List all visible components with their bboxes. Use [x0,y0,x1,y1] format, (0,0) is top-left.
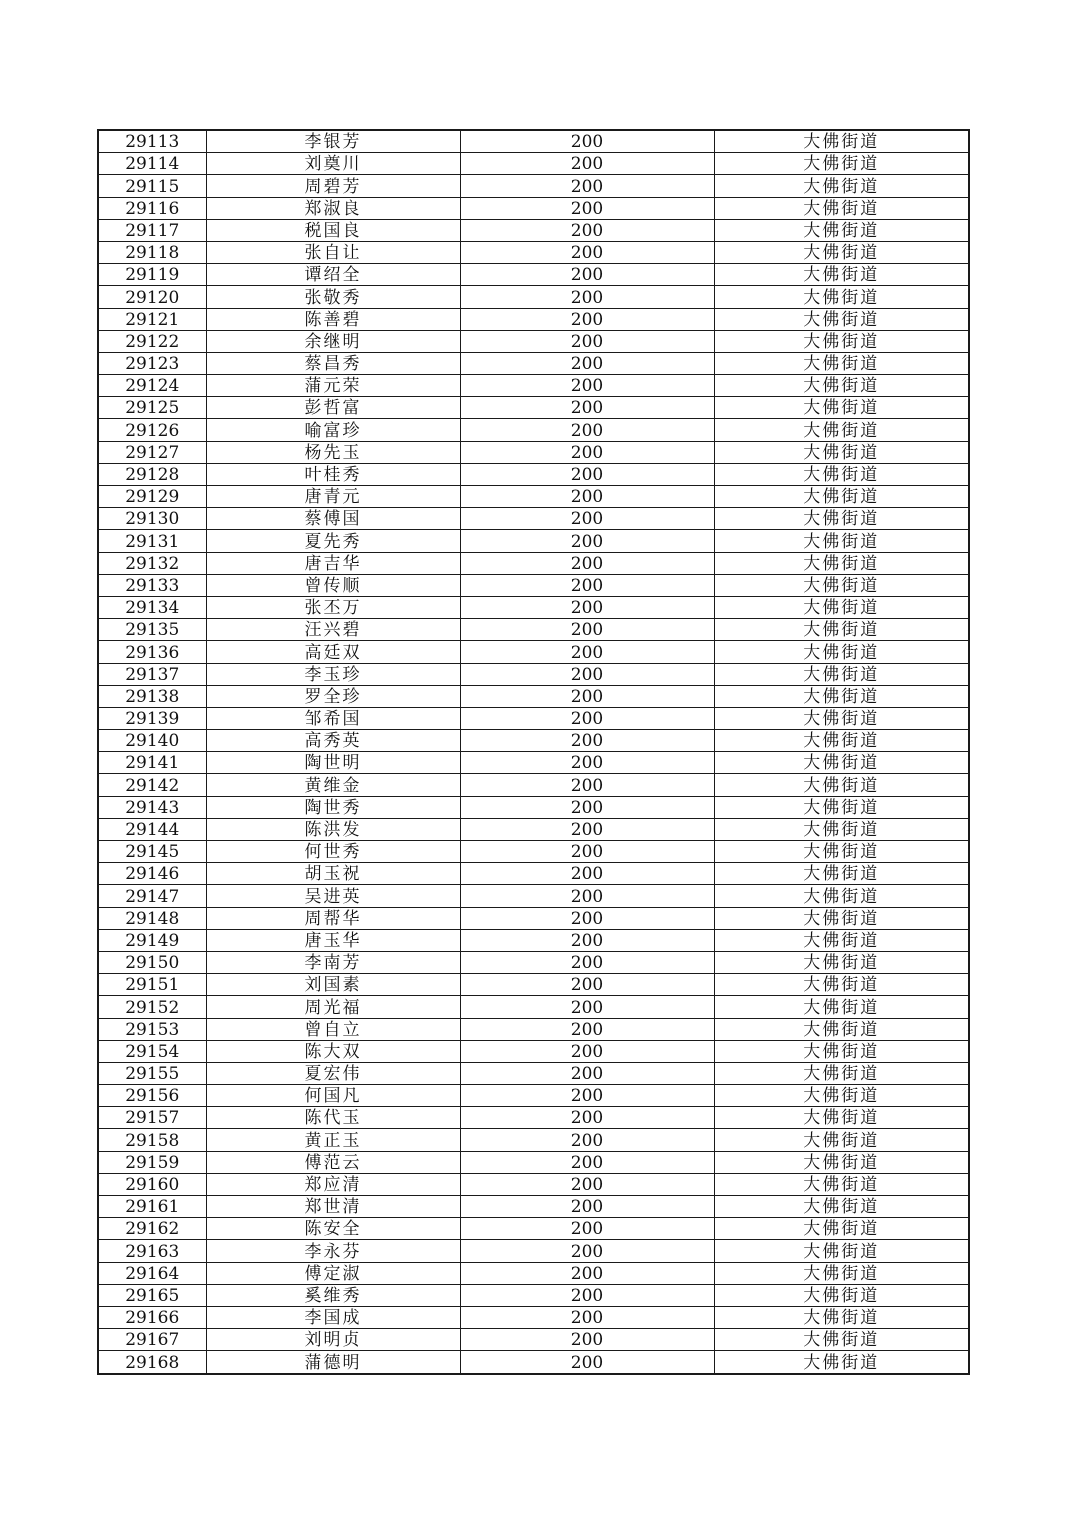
cell-area: 大佛街道 [714,685,969,707]
table-row [98,375,969,397]
cell-area: 大佛街道 [714,397,969,419]
cell-name: 邹希国 [206,707,460,729]
cell-id: 29151 [98,974,206,996]
cell-area: 大佛街道 [714,219,969,241]
table-row [98,1085,969,1107]
cell-id: 29129 [98,486,206,508]
cell-amount: 200 [460,707,714,729]
table-row [98,197,969,219]
cell-area: 大佛街道 [714,352,969,374]
cell-id: 29154 [98,1040,206,1062]
cell-name: 夏宏伟 [206,1062,460,1084]
cell-id: 29136 [98,641,206,663]
cell-amount: 200 [460,1240,714,1262]
cell-name: 李国成 [206,1306,460,1328]
cell-amount: 200 [460,596,714,618]
cell-id: 29158 [98,1129,206,1151]
cell-amount: 200 [460,1085,714,1107]
table-row [98,1062,969,1084]
cell-id: 29142 [98,774,206,796]
cell-id: 29116 [98,197,206,219]
cell-area: 大佛街道 [714,552,969,574]
table-row [98,1351,969,1374]
cell-name: 喻富珍 [206,419,460,441]
cell-id: 29135 [98,619,206,641]
cell-id: 29127 [98,441,206,463]
cell-id: 29157 [98,1107,206,1129]
cell-area: 大佛街道 [714,907,969,929]
cell-area: 大佛街道 [714,286,969,308]
cell-amount: 200 [460,663,714,685]
cell-amount: 200 [460,619,714,641]
table-row [98,685,969,707]
cell-id: 29165 [98,1284,206,1306]
cell-amount: 200 [460,241,714,263]
cell-name: 刘国素 [206,974,460,996]
cell-id: 29139 [98,707,206,729]
cell-area: 大佛街道 [714,1262,969,1284]
cell-name: 汪兴碧 [206,619,460,641]
cell-area: 大佛街道 [714,486,969,508]
cell-id: 29115 [98,175,206,197]
cell-id: 29113 [98,130,206,153]
cell-name: 彭哲富 [206,397,460,419]
cell-area: 大佛街道 [714,375,969,397]
cell-id: 29123 [98,352,206,374]
cell-id: 29114 [98,153,206,175]
cell-id: 29132 [98,552,206,574]
cell-name: 黄维金 [206,774,460,796]
cell-id: 29153 [98,1018,206,1040]
table-row [98,907,969,929]
cell-name: 蒲德明 [206,1351,460,1374]
table-row [98,707,969,729]
table-row [98,1107,969,1129]
cell-id: 29166 [98,1306,206,1328]
table-row [98,863,969,885]
cell-amount: 200 [460,130,714,153]
cell-name: 奚维秀 [206,1284,460,1306]
cell-id: 29162 [98,1218,206,1240]
table-row [98,219,969,241]
table-row [98,1262,969,1284]
table-row [98,774,969,796]
cell-id: 29128 [98,463,206,485]
table-row [98,885,969,907]
cell-amount: 200 [460,730,714,752]
cell-amount: 200 [460,441,714,463]
table-row [98,508,969,530]
cell-amount: 200 [460,219,714,241]
cell-area: 大佛街道 [714,1151,969,1173]
cell-area: 大佛街道 [714,1107,969,1129]
cell-area: 大佛街道 [714,330,969,352]
cell-id: 29159 [98,1151,206,1173]
cell-area: 大佛街道 [714,241,969,263]
table-row [98,441,969,463]
table-row [98,796,969,818]
table-row [98,286,969,308]
cell-id: 29125 [98,397,206,419]
table-row [98,397,969,419]
table-row [98,530,969,552]
cell-name: 高廷双 [206,641,460,663]
cell-area: 大佛街道 [714,707,969,729]
cell-id: 29134 [98,596,206,618]
cell-name: 郑应清 [206,1173,460,1195]
table-row [98,419,969,441]
table-row [98,974,969,996]
cell-name: 蔡昌秀 [206,352,460,374]
cell-id: 29150 [98,951,206,973]
cell-area: 大佛街道 [714,774,969,796]
cell-name: 傅定淑 [206,1262,460,1284]
cell-name: 陈安全 [206,1218,460,1240]
cell-name: 曾传顺 [206,574,460,596]
cell-amount: 200 [460,508,714,530]
cell-area: 大佛街道 [714,1306,969,1328]
cell-id: 29120 [98,286,206,308]
cell-id: 29161 [98,1196,206,1218]
cell-amount: 200 [460,375,714,397]
cell-amount: 200 [460,197,714,219]
cell-amount: 200 [460,796,714,818]
cell-id: 29160 [98,1173,206,1195]
cell-name: 陶世秀 [206,796,460,818]
cell-area: 大佛街道 [714,197,969,219]
cell-name: 傅范云 [206,1151,460,1173]
cell-name: 夏先秀 [206,530,460,552]
cell-area: 大佛街道 [714,619,969,641]
cell-amount: 200 [460,175,714,197]
cell-name: 何世秀 [206,841,460,863]
cell-id: 29141 [98,752,206,774]
cell-amount: 200 [460,1306,714,1328]
table-row [98,308,969,330]
cell-area: 大佛街道 [714,641,969,663]
cell-amount: 200 [460,352,714,374]
roster-body [98,130,969,1374]
cell-area: 大佛街道 [714,796,969,818]
cell-name: 陈大双 [206,1040,460,1062]
cell-amount: 200 [460,1107,714,1129]
cell-name: 陈善碧 [206,308,460,330]
cell-id: 29163 [98,1240,206,1262]
cell-name: 陈洪发 [206,818,460,840]
table-row [98,1240,969,1262]
cell-amount: 200 [460,685,714,707]
cell-area: 大佛街道 [714,1129,969,1151]
cell-area: 大佛街道 [714,441,969,463]
table-row [98,1040,969,1062]
cell-name: 李南芳 [206,951,460,973]
cell-name: 周碧芳 [206,175,460,197]
cell-area: 大佛街道 [714,1284,969,1306]
cell-amount: 200 [460,929,714,951]
cell-id: 29124 [98,375,206,397]
cell-area: 大佛街道 [714,951,969,973]
cell-area: 大佛街道 [714,175,969,197]
cell-amount: 200 [460,1129,714,1151]
cell-id: 29119 [98,264,206,286]
cell-area: 大佛街道 [714,530,969,552]
cell-area: 大佛街道 [714,752,969,774]
cell-name: 陈代玉 [206,1107,460,1129]
table-row [98,663,969,685]
cell-name: 税国良 [206,219,460,241]
cell-id: 29146 [98,863,206,885]
cell-id: 29164 [98,1262,206,1284]
cell-area: 大佛街道 [714,841,969,863]
table-row [98,486,969,508]
cell-amount: 200 [460,774,714,796]
cell-id: 29138 [98,685,206,707]
cell-area: 大佛街道 [714,153,969,175]
table-row [98,552,969,574]
cell-name: 刘奠川 [206,153,460,175]
cell-id: 29133 [98,574,206,596]
cell-amount: 200 [460,841,714,863]
cell-amount: 200 [460,752,714,774]
table-row [98,596,969,618]
cell-area: 大佛街道 [714,818,969,840]
table-row [98,1129,969,1151]
cell-id: 29152 [98,996,206,1018]
cell-name: 唐青元 [206,486,460,508]
table-row [98,1173,969,1195]
cell-name: 李永芬 [206,1240,460,1262]
cell-id: 29137 [98,663,206,685]
cell-amount: 200 [460,330,714,352]
table-row [98,1284,969,1306]
table-row [98,264,969,286]
cell-area: 大佛街道 [714,130,969,153]
cell-amount: 200 [460,1040,714,1062]
cell-area: 大佛街道 [714,974,969,996]
cell-id: 29122 [98,330,206,352]
cell-id: 29121 [98,308,206,330]
cell-area: 大佛街道 [714,1040,969,1062]
cell-name: 罗全珍 [206,685,460,707]
cell-name: 吴进英 [206,885,460,907]
table-row [98,241,969,263]
cell-area: 大佛街道 [714,1018,969,1040]
table-row [98,130,969,153]
cell-amount: 200 [460,486,714,508]
cell-amount: 200 [460,1329,714,1351]
table-row [98,619,969,641]
table-row [98,330,969,352]
cell-area: 大佛街道 [714,308,969,330]
cell-amount: 200 [460,419,714,441]
cell-amount: 200 [460,397,714,419]
roster-table [97,129,970,1375]
cell-id: 29140 [98,730,206,752]
cell-id: 29118 [98,241,206,263]
cell-amount: 200 [460,863,714,885]
cell-name: 张敬秀 [206,286,460,308]
cell-name: 唐吉华 [206,552,460,574]
cell-id: 29148 [98,907,206,929]
cell-amount: 200 [460,974,714,996]
table-row [98,641,969,663]
cell-name: 曾自立 [206,1018,460,1040]
cell-amount: 200 [460,1151,714,1173]
cell-name: 郑淑良 [206,197,460,219]
cell-name: 张自让 [206,241,460,263]
table-row [98,574,969,596]
cell-area: 大佛街道 [714,574,969,596]
cell-area: 大佛街道 [714,663,969,685]
cell-id: 29143 [98,796,206,818]
cell-area: 大佛街道 [714,463,969,485]
cell-area: 大佛街道 [714,1062,969,1084]
cell-area: 大佛街道 [714,1173,969,1195]
cell-name: 张丕万 [206,596,460,618]
cell-name: 蔡傅国 [206,508,460,530]
table-row [98,996,969,1018]
cell-amount: 200 [460,574,714,596]
cell-area: 大佛街道 [714,264,969,286]
table-row [98,1196,969,1218]
cell-amount: 200 [460,1218,714,1240]
cell-name: 谭绍全 [206,264,460,286]
cell-amount: 200 [460,818,714,840]
cell-name: 高秀英 [206,730,460,752]
cell-area: 大佛街道 [714,1085,969,1107]
cell-id: 29117 [98,219,206,241]
cell-amount: 200 [460,286,714,308]
cell-amount: 200 [460,1173,714,1195]
table-row [98,153,969,175]
cell-area: 大佛街道 [714,996,969,1018]
table-row [98,1218,969,1240]
cell-name: 胡玉祝 [206,863,460,885]
cell-area: 大佛街道 [714,508,969,530]
cell-name: 陶世明 [206,752,460,774]
cell-id: 29168 [98,1351,206,1374]
cell-name: 李银芳 [206,130,460,153]
table-row [98,1018,969,1040]
cell-name: 余继明 [206,330,460,352]
cell-amount: 200 [460,463,714,485]
cell-area: 大佛街道 [714,1351,969,1374]
cell-amount: 200 [460,1018,714,1040]
cell-area: 大佛街道 [714,1196,969,1218]
cell-amount: 200 [460,1062,714,1084]
cell-id: 29126 [98,419,206,441]
cell-area: 大佛街道 [714,885,969,907]
table-row [98,841,969,863]
cell-area: 大佛街道 [714,1218,969,1240]
cell-name: 蒲元荣 [206,375,460,397]
table-row [98,1329,969,1351]
cell-amount: 200 [460,264,714,286]
cell-amount: 200 [460,885,714,907]
cell-id: 29167 [98,1329,206,1351]
cell-amount: 200 [460,1262,714,1284]
cell-name: 李玉珍 [206,663,460,685]
cell-area: 大佛街道 [714,1329,969,1351]
cell-name: 周帮华 [206,907,460,929]
table-row [98,929,969,951]
cell-amount: 200 [460,530,714,552]
table-row [98,175,969,197]
cell-name: 刘明贞 [206,1329,460,1351]
cell-area: 大佛街道 [714,929,969,951]
cell-id: 29156 [98,1085,206,1107]
cell-amount: 200 [460,153,714,175]
table-row [98,352,969,374]
cell-id: 29131 [98,530,206,552]
cell-name: 杨先玉 [206,441,460,463]
cell-id: 29130 [98,508,206,530]
cell-amount: 200 [460,907,714,929]
cell-amount: 200 [460,552,714,574]
cell-amount: 200 [460,1284,714,1306]
cell-amount: 200 [460,1351,714,1374]
table-row [98,730,969,752]
table-row [98,463,969,485]
table-row [98,752,969,774]
table-row [98,951,969,973]
cell-area: 大佛街道 [714,419,969,441]
cell-name: 黄正玉 [206,1129,460,1151]
cell-id: 29149 [98,929,206,951]
cell-amount: 200 [460,308,714,330]
cell-area: 大佛街道 [714,730,969,752]
cell-id: 29144 [98,818,206,840]
cell-name: 郑世清 [206,1196,460,1218]
table-row [98,818,969,840]
cell-amount: 200 [460,641,714,663]
cell-name: 周光福 [206,996,460,1018]
table-row [98,1306,969,1328]
cell-amount: 200 [460,1196,714,1218]
cell-name: 唐玉华 [206,929,460,951]
cell-id: 29145 [98,841,206,863]
cell-area: 大佛街道 [714,863,969,885]
cell-name: 叶桂秀 [206,463,460,485]
cell-amount: 200 [460,996,714,1018]
cell-area: 大佛街道 [714,1240,969,1262]
cell-area: 大佛街道 [714,596,969,618]
cell-id: 29155 [98,1062,206,1084]
cell-amount: 200 [460,951,714,973]
table-row [98,1151,969,1173]
cell-id: 29147 [98,885,206,907]
cell-name: 何国凡 [206,1085,460,1107]
